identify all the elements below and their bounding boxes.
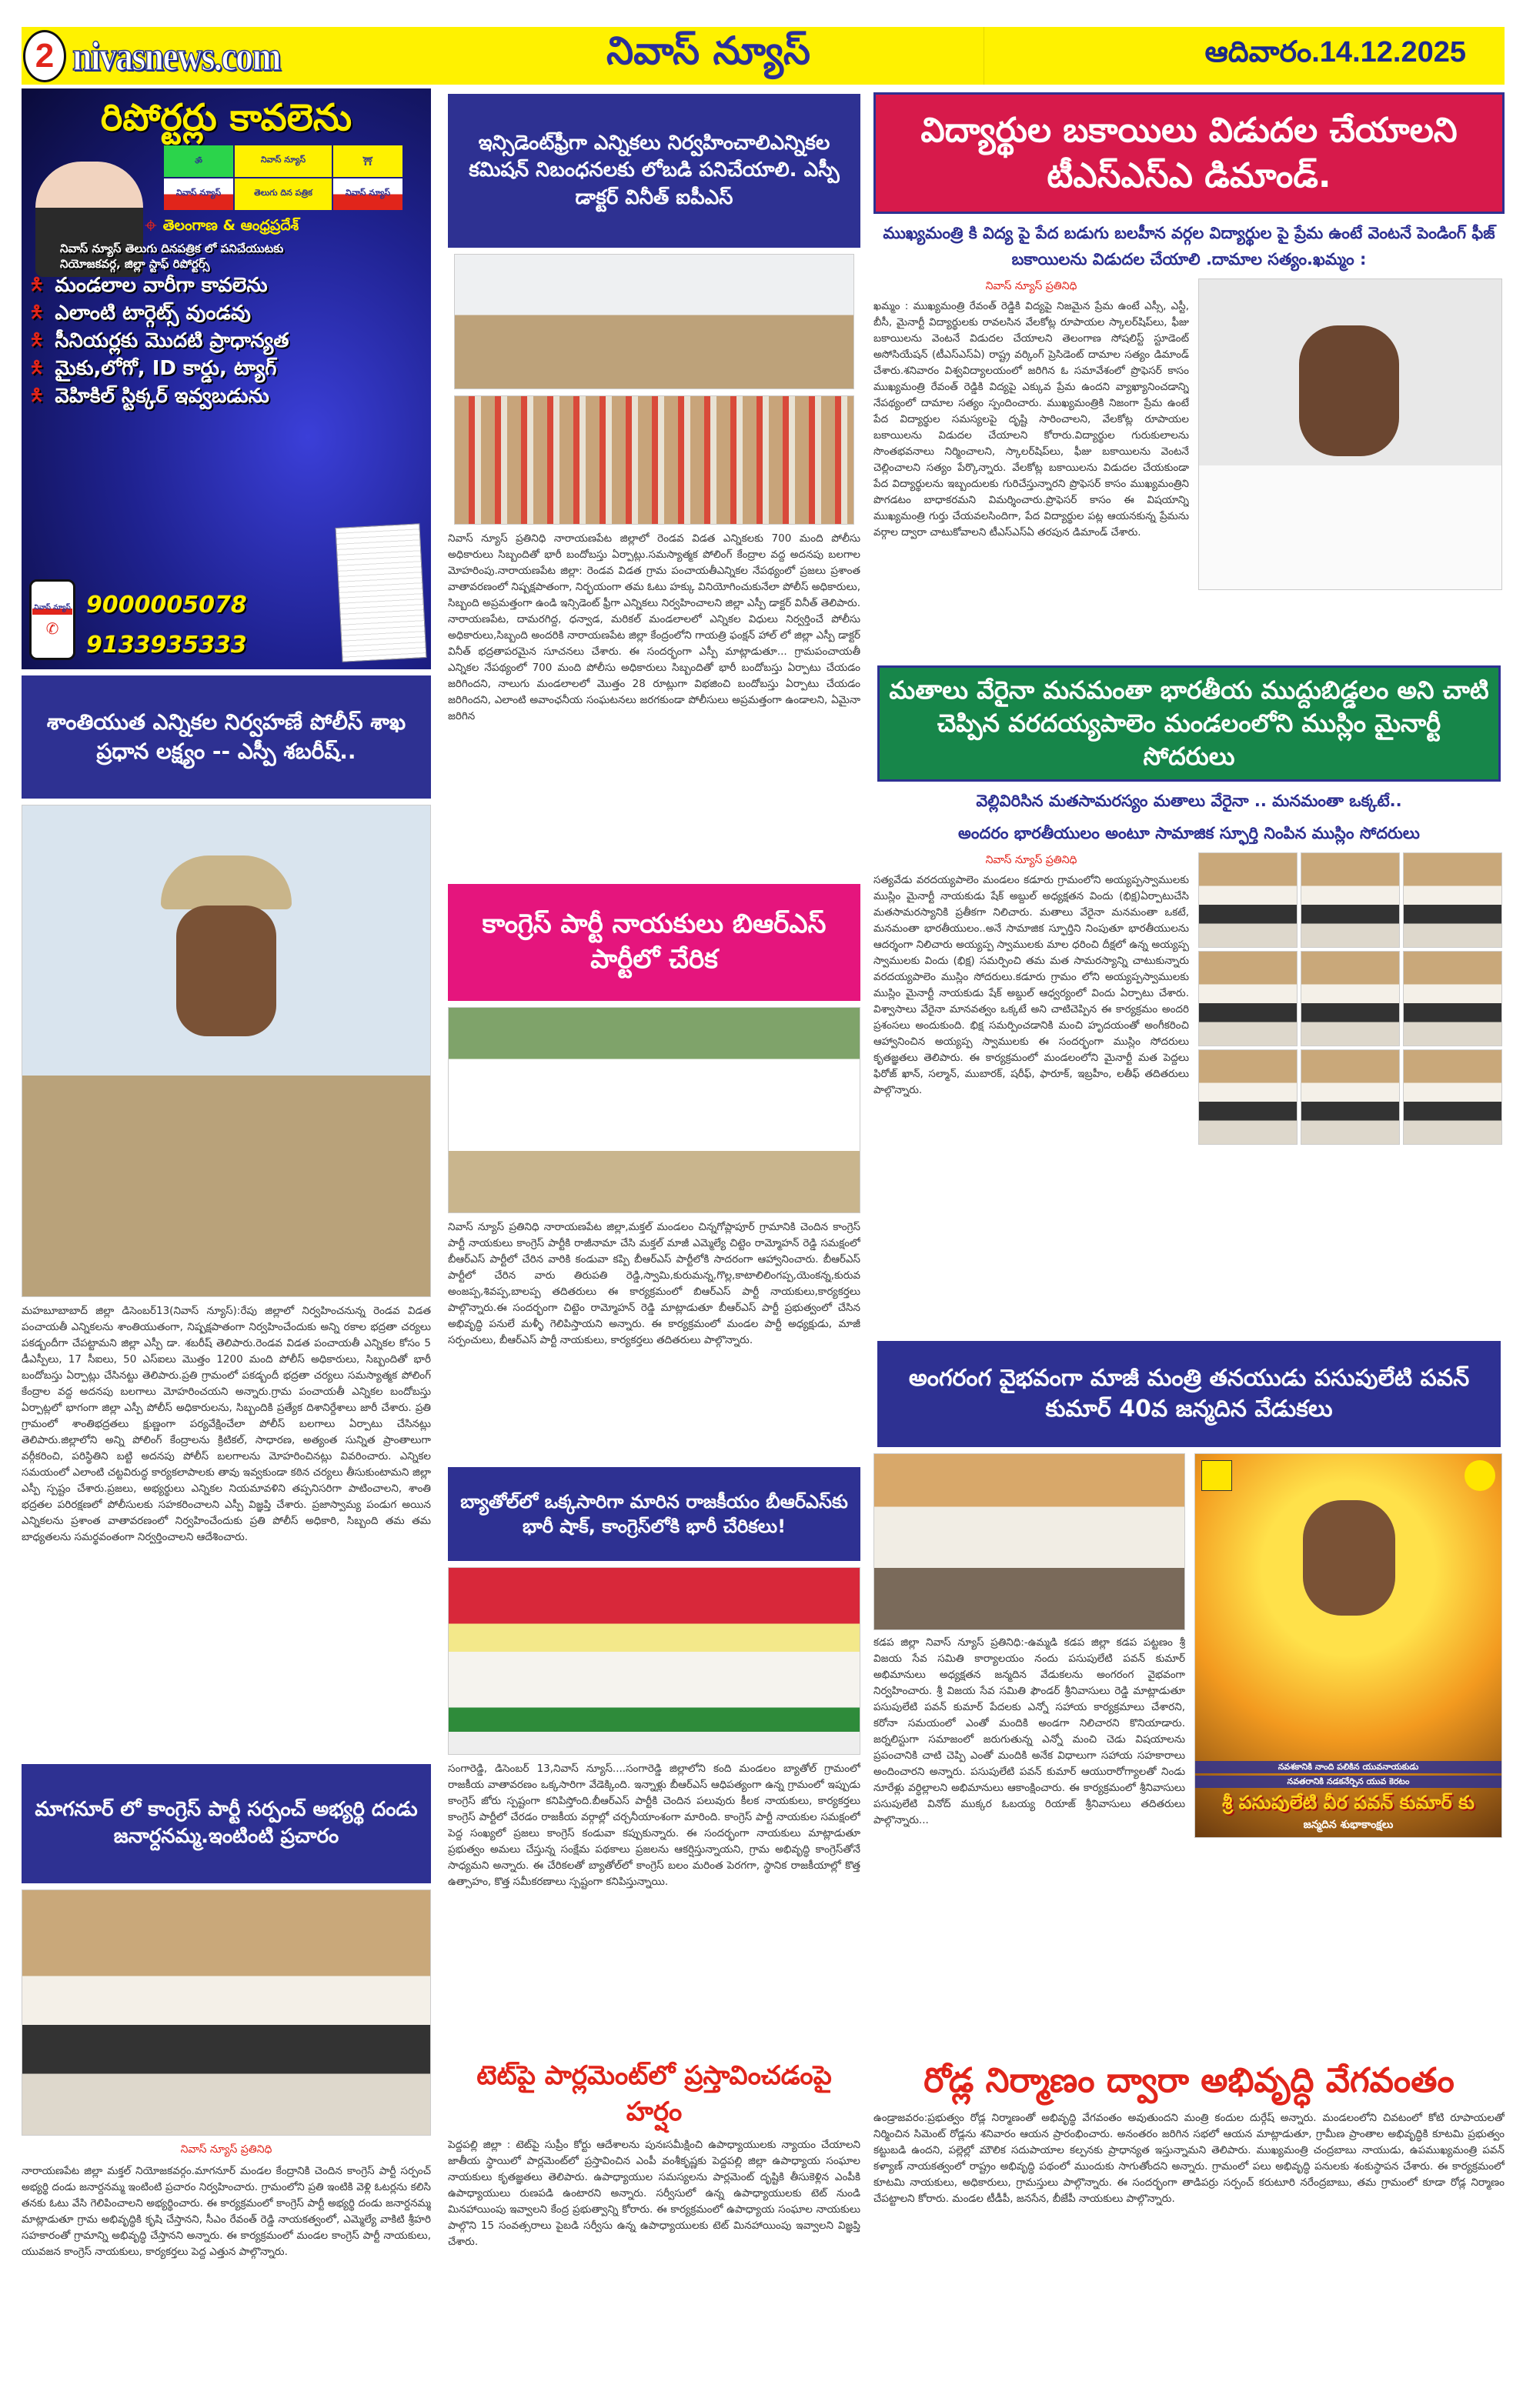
ad-line-text: మైకు,లోగో, ID కార్డు, ట్యాగ్ (55, 356, 277, 380)
photo-ayyappa (1403, 951, 1502, 1046)
ad-line-text: ఎలాంటి టార్గెట్స్ వుండవు (55, 301, 251, 325)
photo-brs-joining (448, 1007, 860, 1213)
person-icon: 🯅 (29, 385, 45, 405)
photo-sp-meeting (454, 254, 854, 389)
person-icon: 🯅 (29, 330, 45, 350)
article-tssa-body: ఖమ్మం : ముఖ్యమంత్రి రేవంత్ రెడ్డికి విద్యపై నిజమైన ప్రేమ ఉంటే ఎస్సీ, ఎస్టీ, బీసీ, మైనార్టీ విద్యార్థులకు రావలసిన వేలకోట్ల రూపాయల స్కాలర్‌షిప్‌లు, ఫీజు బకాయిలను వెంటనే విడుదల చేయాలని తెలంగాణ సోషలిస్ట్ స్టూడెంట్ అసోసియేషన్ (టీఎస్ఎస్ఏ) రాష్ట్ర వర్కింగ్ ప్రెసిడెంట్ దామాల సత్యం డిమాండ్ చేశారు.శనివారం విశ్వవిద్యాలయంలో జరిగిన ఓ సమావేశంలో ప్రొఫెసర్ కాసం ముఖ్యమంత్రి రేవంత్ రెడ్డికి విద్యపై ఎక్కువ ప్రేమ ఉందని వ్యాఖ్యానించడాన్ని నేపథ్యంలో దామాల సత్యం స్పందించారు. ముఖ్యమంత్రికి నిజంగా ప్రేమ ఉంటే పేద విద్యార్థుల సమస్యలపై దృష్టి సారించాలని, వేలకోట్ల రూపాయల బకాయిలను విడుదల చేయాలని కోరారు.విద్యార్థుల గురుకులాలను సొంతభవనాలు నిర్మించాలని, స్కాలర్‌షిప్‌లు, ఫీజు బకాయిలను వెంటనే చెల్లించాలని సత్యం పేర్కొన్నారు. వేలకోట్ల బకాయిలను విడుదల చేయకుండా పేద విద్యార్థులను ఇబ్బందులకు గురిచేస్తున్నారని ప్రొఫెసర్ కాసం ముఖ్యమంత్రిని పొగడటం బాధాకరమని విమర్శించారు.ప్రొఫెసర్ కాసం ఈ విషయాన్ని ముఖ్యమంత్రి గుర్తు చేయవలసిందిగా, పేద విద్యార్థుల పట్ల ఆయనకున్న ప్రేమను వర్గాల ద్వారా చాటుకోవాలని టీఎస్ఎస్ఏ తరపున డిమాండ్ చేశారు. (873, 300, 1189, 539)
photo-ayyappa (1301, 951, 1400, 1046)
article-maganur-body: నారాయణపేట జిల్లా మక్తల్ నియోజకవర్గం.మాగనూర్ మండల కేంద్రానికి చెందిన కాంగ్రెస్ పార్టీ సర్పంచ్ అభ్యర్థి దండు జనార్దనమ్మ ఇంటింటి ప్రచారం నిర్వహించారు. గ్రామంలోని ప్రతి ఇంటికి వెళ్లి ఓటర్లను కలిసి తనకు ఓటు వేసి గెలిపించాలని అభ్యర్థించారు. ఈ కార్యక్రమంలో కాంగ్రెస్ పార్టీ అభ్యర్థి దండు జనార్దనమ్మ మాట్లాడుతూ గ్రామ అభివృద్ధికి కృషి చేస్తానని, సీఎం రేవంత్ రెడ్డి నాయకత్వంలో, ఎమ్మెల్యే వాకిటి శ్రీహరి సహకారంతో గ్రామాన్ని అభివృద్ధి చేస్తానని అన్నారు. ఈ కార్యక్రమంలో మండల కాంగ్రెస్ పార్టీ నాయకులు, యువజన కాంగ్రెస్ నాయకులు, కార్యకర్తలు పెద్ద ఎత్తున పాల్గొన్నారు. (22, 2164, 431, 2258)
harmony-row (873, 852, 1505, 1335)
poster-name: శ్రీ పసుపులేటి వీర పవన్ కుమార్ కు (1222, 1792, 1475, 1813)
byline: నివాస్ న్యూస్ ప్రతినిధి (985, 854, 1077, 867)
photo-byathol-joining (448, 1567, 860, 1755)
photo-ayyappa (1198, 1049, 1298, 1145)
article-tssa-body-cont (873, 629, 1505, 659)
ad-location-row (145, 212, 423, 238)
ad-line-text: సీనియర్లకు మొదటి ప్రాధాన్యత (55, 329, 289, 352)
birthday-row (873, 1453, 1505, 2051)
party-logo-icon (1465, 1460, 1495, 1491)
ad-line (29, 272, 423, 299)
poster-wish: జన్మదిన శుభాకాంక్షలు (1303, 1819, 1394, 1831)
cycle-party-icon (1201, 1460, 1232, 1491)
newspaper-brand: నివాస్ న్యూస్ (606, 28, 810, 73)
logo-short-right: నివాస్ న్యూస్ (333, 178, 402, 210)
headline-byathol: బ్యాతోల్‌లో ఒక్కసారిగా మారిన రాజకీయం బీఆర్ఎస్‌కు భారీ షాక్, కాంగ్రెస్‌లోకి భారీ చేరికలు! (448, 1467, 860, 1561)
photo-ayyappa (1198, 852, 1298, 948)
harmony-text (873, 852, 1189, 1335)
photo-ayyappa (1198, 951, 1298, 1046)
tssa-text (873, 278, 1189, 622)
ad-line-text: వెహికిల్ స్టిక్కర్ ఇవ్వబడును (55, 384, 269, 408)
byline: నివాస్ న్యూస్ ప్రతినిధి (180, 2143, 272, 2156)
left-column (22, 88, 431, 2402)
logo-brand: నివాస్ న్యూస్ (235, 145, 332, 177)
photo-police-gathering (454, 395, 854, 525)
birthday-left (873, 1453, 1185, 2051)
article-incident-free-body: నివాస్ న్యూస్ ప్రతినిధి నారాయణపేట జిల్లాలో రెండవ విడత ఎన్నికలకు 700 మంది పోలీసు అధికారులు సిబ్బందితో భారీ బందోబస్తు ఏర్పాట్లు.సమస్యాత్మక పోలింగ్ కేంద్రాల వద్ద అదనపు బలగాల మోహరింపు.నారాయణపేట జిల్లా: రెండవ విడత గ్రామ పంచాయతీఎన్నికల నేపథ్యంలో ప్రజలు ప్రశాంత వాతావరణంలో నిష్పక్షపాతంగా, నిర్భయంగా తమ ఓటు హక్కు వినియోగించుకునేలా పోలీస్ అధికారులు, సిబ్బంది అప్రమత్తంగా ఉండి ఇన్సిడెంట్ ఫ్రీగా ఎన్నికలు నిర్వహించాలని జిల్లా ఎస్పీ డాక్టర్ వినీత్ తెలిపారు. నారాయణపేట, దామరగిద్ద, ధన్వాడ, మరికల్ మండలాలలో ఎన్నికల విధులు నిర్వర్తించే పోలీసు అధికారులు,సిబ్బంది అందరికి నారాయణపేట జిల్లా కేంద్రంలోని గాయత్రి ఫంక్షన్ హాల్ లో జిల్లా ఎస్పీ డాక్టర్ వినీత్ భద్రతాపరమైన సూచనలు చేశారు. ఈ సందర్భంగా ఎస్పీ మాట్లాడుతూ... గ్రామపంచాయతీ ఎన్నికల నేపథ్యంలో 700 మంది పోలీసు అధికారులు సిబ్బందితో భారీ బందోబస్తు ఏర్పాటు చేయడం జరిగిందని, నాలుగు మండలాలలో మొత్తం 28 రూట్లుగా విభజించి బందోబస్తు ఏర్పాటు చేయడం జరిగిందని, ఎలాంటి అవాంఛనీయ సంఘటనలు జరగకుండా పోలీసులు అప్రమత్తంగా ఉండాలని, ఏమైనా జరిగిన (448, 532, 860, 722)
birthday-poster (1194, 1453, 1502, 1838)
ad-contact (29, 525, 423, 660)
photo-grid-ayyappa (1198, 852, 1502, 1145)
ad-phone-1[interactable]: 9000005078 (86, 592, 247, 619)
ad-line (29, 299, 423, 327)
article-birthday-body: కడప జిల్లా నివాస్ న్యూస్ ప్రతినిధి:-ఉమ్మడి కడప జిల్లా కడప పట్టణం శ్రీ విజయ సేవ సమితి కార్యాలయం నందు పసుపులేటి పవన్ కుమార్ అభిమానులు అధ్యక్షతన జన్మదిన వేడుకలను అంగరంగ వైభవంగా నిర్వహించారు. శ్రీ విజయ సేవ సమితి ఫౌండర్ శ్రీనివాసులు రెడ్డి మాట్లాడుతూ పసుపులేటి పవన్ కుమార్ పేదలకు ఎన్నో సహాయ కార్యక్రమాలు చేశారని, కరోనా సమయంలో ఎంతో మందికి అండగా నిలిచారని కొనియాడారు. జర్నలిస్టుగా సమాజంలో జరుగుతున్న ఎన్నో మంచి చెడు విషయాలను ప్రపంచానికి చాటి చెప్పి ఎంతో మందికి అనేక విధాలుగా సహాయ సహకారాలు అందించారని అన్నారు. పసుపులేటి పవన్ కుమార్ ఆయురారోగ్యాలతో నిండు నూరేళ్లు వర్ధిల్లాలని అభిమానులు ఆకాంక్షించారు. ఈ కార్యక్రమంలో శ్రీనివాసులు పసుపులేటి వినోద్ ముక్కర ఓబయ్య రియాజ్ శ్రీనివాసులు తదితరులు పాల్గొన్నారు... (873, 1636, 1185, 1826)
masthead (22, 27, 1505, 85)
page-number: 2 (23, 30, 66, 82)
ad-badge: నివాస్ న్యూస్ (32, 602, 72, 615)
article-tet-body: పెద్దపల్లి జిల్లా : టెట్‌పై సుప్రీం కోర్టు ఆదేశాలను పునఃసమీక్షించి ఉపాధ్యాయులకు న్యాయం చేయాలని జాతీయ స్థాయిలో పార్లమెంట్‌లో ప్రస్తావించిన ఎంపీ వంశీకృష్ణకు పెద్దపల్లి జిల్లా ఉపాధ్యాయ సంఘాల నాయకులు కృతజ్ఞతలు తెలిపారు. ఉపాధ్యాయుల సమస్యలను పార్లమెంట్ దృష్టికి తీసుకెళ్లిన ఎంపీకి ఉపాధ్యాయులు రుణపడి ఉంటారని అన్నారు. సర్వీసులో ఉన్న ఉపాధ్యాయులకు టెట్ నుండి మినహాయింపు ఇవ్వాలని కేంద్ర ప్రభుత్వాన్ని కోరారు. ఈ కార్యక్రమంలో ఉపాధ్యాయ సంఘాల నాయకులు పాల్గొని 15 సంవత్సరాలు పైబడి సర్వీసు ఉన్న ఉపాధ్యాయులకు టెట్ మినహాయింపు ఇవ్వాలని విజ్ఞప్తి చేశారు. (448, 2138, 860, 2248)
ad-phone-numbers (86, 591, 247, 660)
location-pin-icon: ⌖ (145, 212, 157, 238)
photo-ayyappa (1301, 1049, 1400, 1145)
tssa-row (873, 278, 1505, 622)
person-icon: 🯅 (29, 275, 45, 295)
ganesha-icon: ॐ (164, 145, 233, 177)
headline-harmony: మతాలు వేరైనా మనమంతా భారతీయ ముద్దుబిడ్డలం అని చాటి చెప్పిన వరదయ్యపాలెం మండలంలోని ముస్లిం మైనార్టీ సోదరులు (877, 665, 1501, 782)
headline-tet: టెట్‌పై పార్లమెంట్‌లో ప్రస్తావించడంపై హర్షం (476, 2059, 832, 2128)
subhead-harmony-1: వెల్లివిరిసిన మతసామరస్యం మతాలు వేరైనా .. మనమంతా ఒక్కటే.. (976, 792, 1402, 811)
ad-line (29, 382, 423, 410)
person-icon: 🯅 (29, 302, 45, 322)
site-url[interactable]: nivasnews.com (72, 32, 280, 79)
subhead-harmony-2: అందరం భారతీయులం అంటూ సామాజిక స్ఫూర్తి నింపిన ముస్లిం సోదరులు (958, 824, 1420, 843)
ad-line (29, 256, 423, 272)
photo-maganur-campaign (22, 1889, 431, 2136)
headline-birthday: అంగరంగ వైభవంగా మాజీ మంత్రి తనయుడు పసుపులేటి పవన్ కుమార్ 40వ జన్మదిన వేడుకలు (877, 1341, 1501, 1447)
photo-ayyappa (1403, 1049, 1502, 1145)
temple-icon: ⛩ (333, 145, 402, 177)
poster-line2: నవతరానికి నడకనేర్పిన యువ కెరటం (1195, 1776, 1501, 1788)
article-birthday-body-cont (1194, 1843, 1502, 2051)
right-column (873, 92, 1505, 2402)
headline-police-sp: శాంతియుత ఎన్నికల నిర్వహణే పోలీస్ శాఖ ప్రధాన లక్ష్యం -- ఎస్పీ శబరీష్.. (22, 675, 431, 799)
ad-phone-2[interactable]: 9133935333 (86, 632, 247, 659)
ad-title: రిపోర్టర్లు కావలెను (100, 96, 352, 139)
phone-icon: నివాస్ న్యూస్ ✆ (29, 579, 75, 660)
ad-location: తెలంగాణ & ఆంధ్రప్రదేశ్ (162, 216, 299, 234)
person-icon: 🯅 (29, 358, 45, 378)
byline: నివాస్ న్యూస్ ప్రతినిధి (985, 280, 1077, 292)
article-byathol-body: సంగారెడ్డి, డిసెంబర్ 13,నివాస్ న్యూస్....సంగారెడ్డి జిల్లాలోని కంది మండలం బ్యాతోల్ గ్రామంలో రాజకీయ వాతావరణం ఒక్కసారిగా వేడెక్కింది. ఇన్నాళ్లు బీఆర్ఎస్ ఆధిపత్యంగా ఉన్న గ్రామంలో ఇప్పుడు కాంగ్రెస్ జోరు స్పష్టంగా కనిపిస్తోంది.బీఆర్ఎస్ పార్టీకి చెందిన పలువురు కీలక నాయకులు, కార్యకర్తలు కాంగ్రెస్ పార్టీలో చేరడం రాజకీయ వర్గాల్లో చర్చనీయాంశంగా మారింది. కాంగ్రెస్ పార్టీ నాయకుల సమక్షంలో పెద్ద సంఖ్యలో ప్రజలు కాంగ్రెస్ కండువా కప్పుకున్నారు. ఈ సందర్భంగా నాయకులు మాట్లాడుతూ ప్రభుత్వం అమలు చేస్తున్న సంక్షేమ పథకాలు ప్రజలను ఆకర్షిస్తున్నాయని, గ్రామ అభివృద్ధి కాంగ్రెస్‌తోనే సాధ్యమని అన్నారు. ఈ చేరికలతో బ్యాతోల్‌లో కాంగ్రెస్ బలం మరింత పెరగగా, స్థానిక రాజకీయాల్లో కొత్త ఉత్సాహం, కొత్త సమీకరణాలు స్పష్టంగా కనిపిస్తున్నాయి. (448, 1763, 860, 1889)
newspaper-thumbnail (335, 523, 426, 662)
headline-congress-join: కాంగ్రెస్ పార్టీ నాయకులు బిఆర్ఎస్ పార్టీలో చేరిక (448, 884, 860, 1001)
ad-line-text: నియోజకవర్గ, జిల్లా స్టాఫ్ రిపోర్టర్స్ (60, 256, 210, 271)
reporters-wanted-ad (22, 88, 431, 669)
middle-column (448, 94, 860, 2402)
headline-roads: రోడ్ల నిర్మాణం ద్వారా అభివృద్ధి వేగవంతం (923, 2060, 1455, 2100)
photo-sp-officer (22, 805, 431, 1297)
ad-line-text: మండలాల వారీగా కావలెను (55, 273, 268, 297)
poster-line1: నవశకానికి నాంది పలికిన యువనాయకుడు (1195, 1761, 1501, 1773)
logo-tagline: తెలుగు దిన పత్రిక (235, 178, 332, 210)
ad-line (29, 327, 423, 355)
issue-date: ఆదివారం.14.12.2025 (1204, 35, 1466, 68)
ad-line (29, 355, 423, 382)
ad-line-text: నివాస్ న్యూస్ తెలుగు దినపత్రిక లో పనిచేయుటకు (60, 241, 284, 255)
photo-ayyappa (1403, 852, 1502, 948)
birthday-right (1194, 1453, 1502, 2051)
photo-ayyappa (1301, 852, 1400, 948)
poster-texts (1195, 1761, 1501, 1833)
article-police-sp-body: మహబూబాబాద్ జిల్లా డిసెంబర్13(నివాస్ న్యూస్):రేపు జిల్లాలో నిర్వహించనున్న రెండవ విడత పంచాయతీ ఎన్నికలను శాంతియుతంగా, నిష్పక్షపాతంగా నిర్వహించేందుకు అన్ని రకాల భద్రతా చర్యలు పకడ్బందీగా చేపట్టామని జిల్లా ఎస్పీ డా. శబరీష్ తెలిపారు.రెండవ విడత పంచాయతీ ఎన్నికల కోసం 5 డీఎస్పీలు, 17 సీఐలు, 50 ఎస్ఐలు మొత్తం 1200 మంది పోలీస్ అధికారులు, సిబ్బందితో భారీ బందోబస్తు ఏర్పాట్లు చేసినట్టు తెలిపారు.ప్రతి గ్రామంలో పకడ్బందీ భద్రతా చర్యలు సమస్యాత్మక పోలింగ్ కేంద్రాల వద్ద అదనపు బలగాలు మోహరించయని అన్నారు.గ్రామ పంచాయతీ ఎన్నికల బందోబస్తు ఏర్పాట్లలో భాగంగా జిల్లా ఎస్పీ పోలీస్ అధికారులను, సిబ్బందికి ప్రత్యేక దిశానిర్దేశాలు జారీ చేశారు. ప్రతి గ్రామంలో శాంతిభద్రతలు క్షుణ్ణంగా పర్యవేక్షించేలా పోలీస్ బలగాలు ఏర్పాటు చేసినట్లు తెలిపారు.జిల్లాలోని అన్ని పోలింగ్ కేంద్రాలను క్రిటికల్, సాధారణ, అత్యంత సున్నిత ప్రాంతాలుగా వర్గీకరించి, పరిస్థితిని బట్టి అదనపు పోలీస్ బలగాలను మోహరించినట్లు వివరించారు. ఎన్నికల సమయంలో ఎలాంటి చట్టవిరుద్ధ కార్యకలాపాలకు తావు ఇవ్వకుండా కఠిన చర్యలు తీసుకుంటామని జిల్లా ఎస్పీ స్పష్టం చేశారు.ప్రజలు, అభ్యర్థులు ఎన్నికల నియమావళిని తప్పనిసరిగా పాటించాలని, శాంతి భద్రతల పరిరక్షణలో పోలీసులకు సహకరించాలని ఎస్పీ విజ్ఞప్తి చేశారు. ప్రజాస్వామ్య పండుగ అయిన ఎన్నికలను ప్రశాంత వాతావరణంలో నిర్వహించేందుకు ప్రతి పోలీస్ అధికారి, సిబ్బంది తమ తమ బాధ్యతలను సమర్థవంతంగా నిర్వర్తించాలని ఆదేశించారు. (22, 1305, 431, 1543)
subhead-tssa: ముఖ్యమంత్రి కి విద్య పై పేద బడుగు బలహీన వర్గల విద్యార్థుల పై ప్రేమ ఉంటే వెంటనే పెండింగ్ ఫీజ్ బకాయిలను విడుదల చేయాలి .దామాల సత్యం.ఖమ్మం : (883, 224, 1495, 268)
ad-logos (164, 145, 402, 210)
headline-tssa: విద్యార్థుల బకాయిలు విడుదల చేయాలని టీఎస్ఎస్ఎ డిమాండ్. (873, 92, 1505, 214)
photo-damala-satyam (1198, 278, 1502, 590)
logo-short-left: నివాస్ న్యూస్ (164, 178, 233, 210)
headline-maganur: మాగనూర్ లో కాంగ్రెస్ పార్టీ సర్పంచ్ అభ్యర్థి దండు జనార్దనమ్మ.ఇంటింటి ప్రచారం (22, 1764, 431, 1883)
article-harmony-body: సత్యవేడు వరదయ్యపాలెం మండలం కడూరు గ్రామంలోని అయ్యప్పస్వాములకు ముస్లిం మైనార్టీ నాయకుడు షేక్ అబ్దుల్ అధ్యక్షతన విందు (భిక్ష)ఏర్పాటుచేసి మతసామరస్యానికి ప్రతీకగా నిలిచారు. మతాలు వేరైనా మనమంతా ఒకటే, మనమంతా భారతీయులం..అనే సామాజిక స్ఫూర్తిని నింపుతూ భారతీయులను ఆదర్శంగా నిలిచారు అయ్యప్ప స్వాములకు మాల ధరించి దీక్షలో ఉన్న అయ్యప్ప స్వాములకు విందు (భిక్ష) సమర్పించి తమ మత సామరస్యాన్ని చాటుకున్నారు వరదయ్యపాలెం ముస్లిం సోదరులు.కడూరు గ్రామం లోని అయ్యప్పస్వాములకు ముస్లిం మైనార్టీ నాయకుడు షేక్ అబ్దుల్ ఆధ్వర్యంలో విందు ఏర్పాటు చేశారు. విశ్వాసాలు వేరైనా మానవత్వం ఒక్కటే అని చాటిచెప్పిన ఈ కార్యక్రమం అందరి ప్రశంసలు అందుకుంది. భిక్ష సమర్పించడానికి మంచి హృదయంతో అంగీకరించి ఆహ్వానించిన అయ్యప్ప స్వాములకు ఈ సందర్భంగా ముస్లిం సోదరులు కృతజ్ఞతలు తెలిపారు. ఈ కార్యక్రమంలో మండలంలోని మైనార్టీ మత పెద్దలు ఫిరోజ్ ఖాన్, సల్మాన్, ముబారక్, షరీఫ్, ఫారూక్, ఇబ్రహీం, లతీఫ్ తదితరులు పాల్గొన్నారు. (873, 874, 1189, 1097)
article-roads-body: ఉండ్రాజవరం:ప్రభుత్వం రోడ్ల నిర్మాణంతో అభివృద్ధి వేగవంతం అవుతుందని మంత్రి కందుల దుర్గేష్ అన్నారు. మండలంలోని చివటంలో కోటి రూపాయలతో నిర్మించిన సిమెంట్ రోడ్లను శనివారం ఆయన ప్రారంభించారు. అనంతరం జరిగిన సభలో ఆయన మాట్లాడుతూ, గ్రామీణ ప్రాంతాల అభివృద్ధికి కూటమి ప్రభుత్వం కట్టుబడి ఉందని, పల్లెల్లో మౌలిక సదుపాయాల కల్పనకు ప్రాధాన్యత ఇస్తున్నామని తెలిపారు. ముఖ్యమంత్రి చంద్రబాబు నాయుడు, ఉపముఖ్యమంత్రి పవన్ కళ్యాణ్ నాయకత్వంలో రాష్ట్రం అభివృద్ధి పథంలో ముందుకు సాగుతోందని అన్నారు. గ్రామంలో పలు అభివృద్ధి పనులకు శంకుస్థాపన చేశారు. ఈ కార్యక్రమంలో కూటమి నాయకులు, అధికారులు, గ్రామస్తులు పాల్గొన్నారు. ఈ సందర్భంగా తాడిపర్రు సర్పంచ్ కరుటూరి నరేంద్రబాబు, తమ గ్రామంలో కూడా రోడ్ల నిర్మాణం చేపట్టాలని కోరారు. మండల టీడీపీ, జనసేన, బీజేపీ నాయకులు పాల్గొన్నారు. (873, 2112, 1505, 2206)
ad-line (29, 241, 423, 256)
photo-birthday-celebration (873, 1453, 1185, 1630)
headline-incident-free: ఇన్సిడెంట్‌ఫ్రీగా ఎన్నికలు నిర్వహించాలిఎన్నికల కమిషన్ నిబంధనలకు లోబడి పనిచేయాలి. ఎస్పీ డాక్టర్ వినీత్ ఐపీఎస్ (448, 94, 860, 248)
ad-lines (29, 241, 423, 410)
article-congress-join-body: నివాస్ న్యూస్ ప్రతినిధి నారాయణపేట జిల్లా,మక్తల్ మండలం చిన్నగోప్లాపూర్ గ్రామానికి చెందిన కాంగ్రెస్ పార్టీ నాయకులు కాంగ్రెస్ పార్టీకి రాజీనామా చేసి మక్తల్ మాజీ ఎమ్మెల్యే చిట్టెం రామ్మోహన్ రెడ్డి సమక్షంలో బీఆర్ఎస్ పార్టీలో చేరిన వారికి కండువా కప్పి బీఆర్ఎస్ పార్టీలోకి సాదరంగా ఆహ్వానించారు. బీఆర్ఎస్ పార్టీలో చేరిన వారు తిరుపతి రెడ్డి,స్వామి,కురుమన్న,గొల్ల,కాటాలిలింగప్ప,యెంకన్న,కురువ అంజప్ప,శివప్ప,బాలప్ప తదితరులు ఈ కార్యక్రమంలో బిఆర్ఎస్ పార్టీ నాయకులు,కార్యకర్తలు పాల్గొన్నారు.ఈ సందర్భంగా చిట్టెం రామ్మోహన్ రెడ్డి మాట్లాడుతూ బీఆర్ఎస్ పార్టీ ప్రభుత్వంలో చేసిన అభివృద్ధి పనులే మళ్ళీ గెలిపిస్తాయని అన్నారు. ఈ కార్యక్రమంలో మండల పార్టీ అధ్యక్షుడు, మాజీ సర్పంచులు, బీఆర్ఎస్ పార్టీ నాయకులు, కార్యకర్తలు తదితరులు పాల్గొన్నారు. (448, 1221, 860, 1347)
